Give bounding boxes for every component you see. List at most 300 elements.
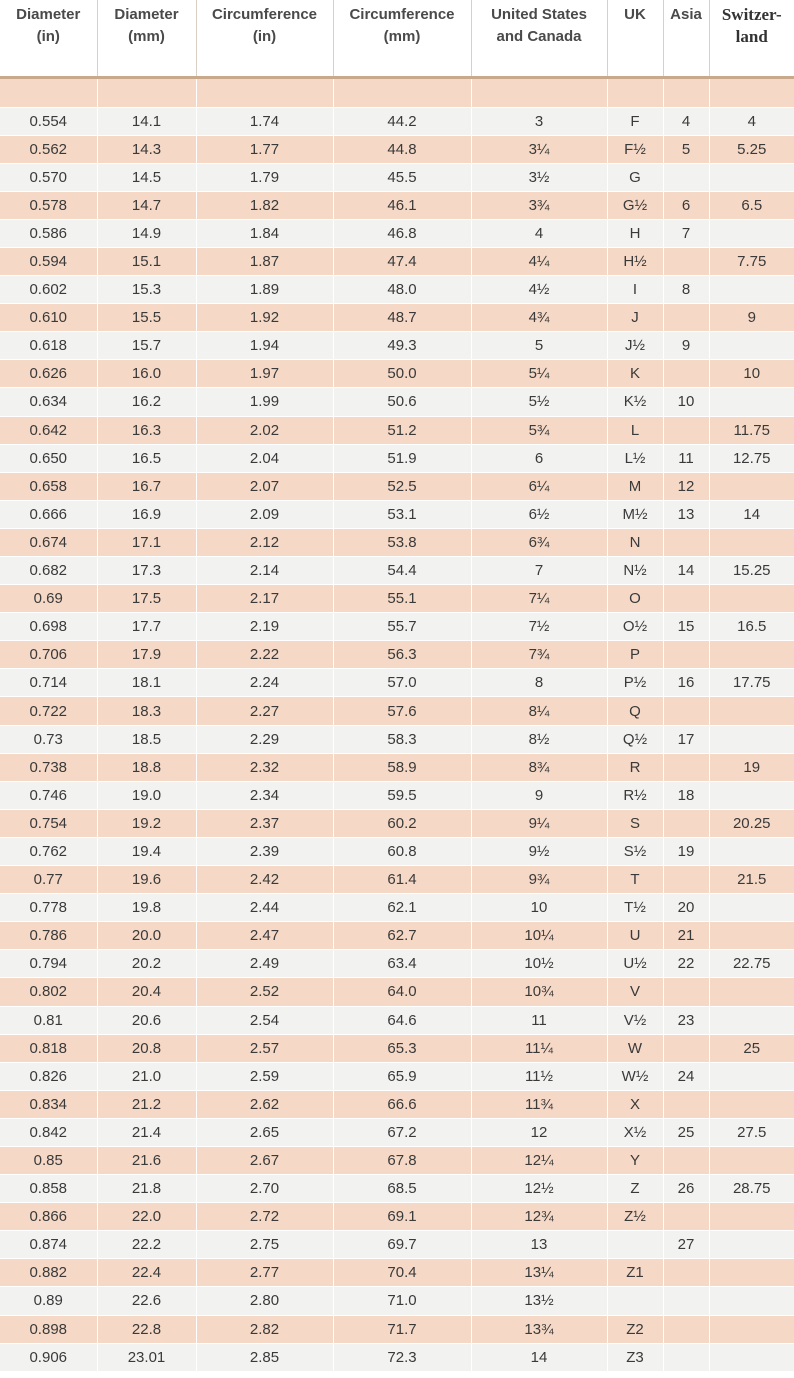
cell-circumference-in: 2.44	[196, 894, 333, 922]
cell-uk: V	[607, 978, 663, 1006]
cell-circumference-in: 2.32	[196, 753, 333, 781]
cell-asia	[663, 528, 709, 556]
cell-circumference-in: 2.04	[196, 444, 333, 472]
cell-circumference-mm: 69.7	[333, 1231, 471, 1259]
cell-us-canada: 9½	[471, 837, 607, 865]
cell-diameter-in: 0.658	[0, 472, 97, 500]
cell-circumference-mm: 46.8	[333, 219, 471, 247]
cell-circumference-in: 2.42	[196, 866, 333, 894]
table-row	[0, 360, 794, 388]
cell-switzerland	[709, 697, 794, 725]
cell-asia: 23	[663, 1006, 709, 1034]
cell-us-canada: 5	[471, 332, 607, 360]
cell-circumference-in: 2.59	[196, 1062, 333, 1090]
cell-uk	[607, 1287, 663, 1315]
cell-asia: 24	[663, 1062, 709, 1090]
cell-asia	[663, 697, 709, 725]
cell-us-canada: 7¾	[471, 641, 607, 669]
cell-diameter-in: 0.85	[0, 1146, 97, 1174]
cell-diameter-in: 0.69	[0, 585, 97, 613]
cell-circumference-mm: 53.8	[333, 528, 471, 556]
cell-diameter-mm: 19.0	[97, 781, 196, 809]
table-row	[0, 107, 794, 135]
cell-asia: 11	[663, 444, 709, 472]
cell-diameter-in: 0.778	[0, 894, 97, 922]
cell-diameter-in: 0.746	[0, 781, 97, 809]
cell-diameter-in: 0.626	[0, 360, 97, 388]
cell-uk: F½	[607, 135, 663, 163]
cell-circumference-in: 2.37	[196, 809, 333, 837]
cell-circumference-mm: 67.8	[333, 1146, 471, 1174]
cell-asia	[663, 1146, 709, 1174]
header-us-canada: United States and Canada	[471, 0, 607, 77]
cell-uk: U	[607, 922, 663, 950]
cell-diameter-mm: 14.1	[97, 107, 196, 135]
cell-diameter-in: 0.794	[0, 950, 97, 978]
cell-circumference-in: 1.77	[196, 135, 333, 163]
cell-circumference-mm: 59.5	[333, 781, 471, 809]
table-row	[0, 219, 794, 247]
cell-diameter-mm: 14.7	[97, 191, 196, 219]
cell-diameter-in: 0.882	[0, 1259, 97, 1287]
table-row	[0, 276, 794, 304]
cell-circumference-in: 2.77	[196, 1259, 333, 1287]
header-uk: UK	[607, 0, 663, 77]
header-row	[0, 0, 794, 77]
cell-circumference-in: 2.72	[196, 1203, 333, 1231]
cell-circumference-mm: 48.7	[333, 304, 471, 332]
cell-diameter-mm: 22.4	[97, 1259, 196, 1287]
cell-uk: L	[607, 416, 663, 444]
cell-uk: R½	[607, 781, 663, 809]
cell-asia: 10	[663, 388, 709, 416]
cell-diameter-in: 0.594	[0, 247, 97, 275]
cell-diameter-mm: 16.9	[97, 500, 196, 528]
table-row	[0, 472, 794, 500]
cell-circumference-in: 2.12	[196, 528, 333, 556]
cell-switzerland: 6.5	[709, 191, 794, 219]
cell-diameter-in: 0.666	[0, 500, 97, 528]
cell-circumference-in: 2.07	[196, 472, 333, 500]
cell-switzerland	[709, 1287, 794, 1315]
cell-circumference-mm: 57.6	[333, 697, 471, 725]
cell-diameter-mm: 22.0	[97, 1203, 196, 1231]
cell-asia: 22	[663, 950, 709, 978]
cell-diameter-mm: 14.5	[97, 163, 196, 191]
cell-diameter-mm: 15.7	[97, 332, 196, 360]
cell-uk: O	[607, 585, 663, 613]
cell-diameter-in: 0.714	[0, 669, 97, 697]
cell-circumference-in: 2.54	[196, 1006, 333, 1034]
cell-asia	[663, 641, 709, 669]
cell-diameter-in: 0.602	[0, 276, 97, 304]
cell-us-canada: 13¼	[471, 1259, 607, 1287]
cell-switzerland: 4	[709, 107, 794, 135]
cell-circumference-in: 2.34	[196, 781, 333, 809]
table-row	[0, 585, 794, 613]
cell-diameter-in: 0.706	[0, 641, 97, 669]
table-row	[0, 135, 794, 163]
cell-switzerland	[709, 1146, 794, 1174]
cell-circumference-in: 1.94	[196, 332, 333, 360]
table-row	[0, 444, 794, 472]
cell-diameter-mm: 21.2	[97, 1090, 196, 1118]
cell-diameter-mm: 21.0	[97, 1062, 196, 1090]
cell-diameter-in: 0.570	[0, 163, 97, 191]
cell-us-canada: 11¼	[471, 1034, 607, 1062]
cell-uk: K½	[607, 388, 663, 416]
cell-asia: 9	[663, 332, 709, 360]
cell-uk: N	[607, 528, 663, 556]
cell-diameter-mm: 21.6	[97, 1146, 196, 1174]
cell-diameter-mm: 18.3	[97, 697, 196, 725]
cell-diameter-mm: 16.5	[97, 444, 196, 472]
cell-circumference-in: 1.87	[196, 247, 333, 275]
cell-uk: T½	[607, 894, 663, 922]
cell-diameter-in: 0.610	[0, 304, 97, 332]
cell-uk: H½	[607, 247, 663, 275]
cell-uk: K	[607, 360, 663, 388]
cell-uk: J	[607, 304, 663, 332]
cell-uk: H	[607, 219, 663, 247]
cell-circumference-in: 2.85	[196, 1343, 333, 1371]
cell-switzerland: 17.75	[709, 669, 794, 697]
cell-asia	[663, 1203, 709, 1231]
cell-asia: 4	[663, 107, 709, 135]
cell-us-canada: 12½	[471, 1175, 607, 1203]
cell-diameter-mm: 22.6	[97, 1287, 196, 1315]
cell-circumference-mm: 64.0	[333, 978, 471, 1006]
cell-switzerland	[709, 1006, 794, 1034]
cell-diameter-mm: 17.5	[97, 585, 196, 613]
cell-asia: 26	[663, 1175, 709, 1203]
cell-diameter-mm: 17.3	[97, 557, 196, 585]
cell-circumference-mm: 55.1	[333, 585, 471, 613]
cell-uk: Q½	[607, 725, 663, 753]
table-row	[0, 1034, 794, 1062]
cell-us-canada: 7	[471, 557, 607, 585]
table-row	[0, 641, 794, 669]
cell-circumference-mm: 53.1	[333, 500, 471, 528]
cell-us-canada: 8¾	[471, 753, 607, 781]
cell-asia: 13	[663, 500, 709, 528]
cell-diameter-in: 0.650	[0, 444, 97, 472]
cell-diameter-mm: 19.8	[97, 894, 196, 922]
cell-circumference-mm: 50.6	[333, 388, 471, 416]
cell-uk: Z	[607, 1175, 663, 1203]
cell-circumference-mm	[333, 77, 471, 107]
header-circumference-in: Circumference (in)	[196, 0, 333, 77]
cell-us-canada: 5½	[471, 388, 607, 416]
cell-us-canada: 13	[471, 1231, 607, 1259]
cell-diameter-mm: 17.9	[97, 641, 196, 669]
cell-circumference-in: 2.19	[196, 613, 333, 641]
cell-diameter-in: 0.842	[0, 1118, 97, 1146]
cell-us-canada: 3¼	[471, 135, 607, 163]
table-row	[0, 528, 794, 556]
cell-diameter-in: 0.554	[0, 107, 97, 135]
cell-uk: G½	[607, 191, 663, 219]
cell-diameter-mm: 14.3	[97, 135, 196, 163]
cell-diameter-in: 0.73	[0, 725, 97, 753]
cell-asia	[663, 304, 709, 332]
cell-diameter-mm: 18.5	[97, 725, 196, 753]
cell-diameter-mm: 20.6	[97, 1006, 196, 1034]
cell-uk: X	[607, 1090, 663, 1118]
cell-circumference-in: 1.89	[196, 276, 333, 304]
cell-circumference-mm: 60.8	[333, 837, 471, 865]
header-circumference-mm: Circumference (mm)	[333, 0, 471, 77]
cell-us-canada: 3¾	[471, 191, 607, 219]
cell-circumference-in	[196, 77, 333, 107]
cell-diameter-in: 0.826	[0, 1062, 97, 1090]
table-row	[0, 1231, 794, 1259]
cell-us-canada: 11	[471, 1006, 607, 1034]
cell-circumference-in: 2.57	[196, 1034, 333, 1062]
cell-diameter-in: 0.562	[0, 135, 97, 163]
cell-switzerland	[709, 978, 794, 1006]
cell-uk: Z3	[607, 1343, 663, 1371]
cell-us-canada: 12¾	[471, 1203, 607, 1231]
cell-circumference-in: 2.62	[196, 1090, 333, 1118]
cell-us-canada: 7½	[471, 613, 607, 641]
cell-uk: T	[607, 866, 663, 894]
cell-circumference-mm: 49.3	[333, 332, 471, 360]
cell-circumference-in: 1.92	[196, 304, 333, 332]
cell-circumference-mm: 60.2	[333, 809, 471, 837]
cell-circumference-mm: 72.3	[333, 1343, 471, 1371]
cell-diameter-mm: 17.1	[97, 528, 196, 556]
cell-circumference-mm: 58.3	[333, 725, 471, 753]
cell-circumference-mm: 65.9	[333, 1062, 471, 1090]
cell-us-canada: 10½	[471, 950, 607, 978]
table-row	[0, 1203, 794, 1231]
cell-diameter-mm: 15.5	[97, 304, 196, 332]
cell-diameter-in: 0.89	[0, 1287, 97, 1315]
cell-circumference-mm: 62.7	[333, 922, 471, 950]
cell-diameter-mm: 19.4	[97, 837, 196, 865]
cell-us-canada: 12¼	[471, 1146, 607, 1174]
cell-circumference-mm: 67.2	[333, 1118, 471, 1146]
cell-switzerland: 9	[709, 304, 794, 332]
cell-asia	[663, 1315, 709, 1343]
cell-uk: W	[607, 1034, 663, 1062]
cell-us-canada: 6¼	[471, 472, 607, 500]
cell-us-canada: 4	[471, 219, 607, 247]
cell-circumference-mm: 65.3	[333, 1034, 471, 1062]
cell-circumference-in: 2.09	[196, 500, 333, 528]
cell-circumference-mm: 69.1	[333, 1203, 471, 1231]
table-row	[0, 304, 794, 332]
cell-circumference-in: 2.52	[196, 978, 333, 1006]
cell-circumference-in: 2.27	[196, 697, 333, 725]
cell-diameter-in: 0.578	[0, 191, 97, 219]
cell-us-canada: 9	[471, 781, 607, 809]
cell-circumference-mm: 71.7	[333, 1315, 471, 1343]
cell-circumference-mm: 48.0	[333, 276, 471, 304]
cell-asia	[663, 1090, 709, 1118]
cell-uk	[607, 1231, 663, 1259]
table-row	[0, 1343, 794, 1371]
cell-uk: O½	[607, 613, 663, 641]
cell-switzerland: 5.25	[709, 135, 794, 163]
cell-circumference-mm: 62.1	[333, 894, 471, 922]
table-row	[0, 77, 794, 107]
table-row	[0, 725, 794, 753]
cell-asia: 5	[663, 135, 709, 163]
cell-circumference-in: 2.29	[196, 725, 333, 753]
cell-uk: N½	[607, 557, 663, 585]
cell-circumference-in: 2.67	[196, 1146, 333, 1174]
cell-us-canada: 11½	[471, 1062, 607, 1090]
cell-uk: G	[607, 163, 663, 191]
table-body	[0, 77, 794, 1371]
table-row	[0, 1315, 794, 1343]
cell-diameter-in: 0.866	[0, 1203, 97, 1231]
cell-asia	[663, 360, 709, 388]
cell-diameter-mm: 16.7	[97, 472, 196, 500]
cell-circumference-in: 2.39	[196, 837, 333, 865]
cell-asia	[663, 809, 709, 837]
cell-asia: 14	[663, 557, 709, 585]
cell-asia	[663, 1343, 709, 1371]
cell-us-canada: 3	[471, 107, 607, 135]
cell-switzerland	[709, 837, 794, 865]
table-row	[0, 1062, 794, 1090]
table-row	[0, 978, 794, 1006]
cell-uk: J½	[607, 332, 663, 360]
cell-diameter-in: 0.682	[0, 557, 97, 585]
cell-diameter-mm: 22.8	[97, 1315, 196, 1343]
table-row	[0, 809, 794, 837]
cell-switzerland: 11.75	[709, 416, 794, 444]
cell-diameter-in: 0.77	[0, 866, 97, 894]
cell-diameter-in: 0.786	[0, 922, 97, 950]
cell-diameter-in: 0.754	[0, 809, 97, 837]
cell-asia	[663, 753, 709, 781]
cell-asia	[663, 1287, 709, 1315]
cell-asia: 15	[663, 613, 709, 641]
cell-circumference-in: 2.02	[196, 416, 333, 444]
table-row	[0, 416, 794, 444]
cell-switzerland	[709, 219, 794, 247]
cell-diameter-mm: 16.2	[97, 388, 196, 416]
cell-circumference-in: 2.17	[196, 585, 333, 613]
cell-uk: P	[607, 641, 663, 669]
cell-diameter-mm: 21.4	[97, 1118, 196, 1146]
table-row	[0, 1006, 794, 1034]
cell-uk: P½	[607, 669, 663, 697]
cell-diameter-mm: 20.0	[97, 922, 196, 950]
table-row	[0, 613, 794, 641]
cell-circumference-in: 1.97	[196, 360, 333, 388]
cell-asia: 17	[663, 725, 709, 753]
cell-diameter-mm: 16.3	[97, 416, 196, 444]
table-row	[0, 332, 794, 360]
cell-circumference-in: 1.84	[196, 219, 333, 247]
cell-asia: 18	[663, 781, 709, 809]
cell-diameter-mm: 20.4	[97, 978, 196, 1006]
cell-diameter-mm: 23.01	[97, 1343, 196, 1371]
cell-diameter-in: 0.698	[0, 613, 97, 641]
cell-diameter-mm: 18.1	[97, 669, 196, 697]
table-row	[0, 922, 794, 950]
cell-switzerland: 22.75	[709, 950, 794, 978]
cell-circumference-mm: 64.6	[333, 1006, 471, 1034]
cell-circumference-mm: 56.3	[333, 641, 471, 669]
cell-circumference-in: 1.99	[196, 388, 333, 416]
cell-us-canada: 10¼	[471, 922, 607, 950]
cell-switzerland	[709, 332, 794, 360]
cell-circumference-mm: 54.4	[333, 557, 471, 585]
cell-circumference-in: 2.49	[196, 950, 333, 978]
cell-switzerland	[709, 585, 794, 613]
table-row	[0, 1287, 794, 1315]
cell-switzerland	[709, 781, 794, 809]
cell-diameter-in: 0.642	[0, 416, 97, 444]
cell-uk: X½	[607, 1118, 663, 1146]
cell-diameter-in: 0.802	[0, 978, 97, 1006]
cell-circumference-in: 2.14	[196, 557, 333, 585]
cell-circumference-mm: 66.6	[333, 1090, 471, 1118]
cell-diameter-in	[0, 77, 97, 107]
cell-asia: 25	[663, 1118, 709, 1146]
cell-switzerland	[709, 1062, 794, 1090]
cell-us-canada: 11¾	[471, 1090, 607, 1118]
table-row	[0, 247, 794, 275]
table-row	[0, 1090, 794, 1118]
cell-diameter-in: 0.586	[0, 219, 97, 247]
cell-asia	[663, 1259, 709, 1287]
cell-switzerland: 20.25	[709, 809, 794, 837]
cell-switzerland	[709, 1315, 794, 1343]
cell-circumference-in: 2.24	[196, 669, 333, 697]
cell-diameter-in: 0.81	[0, 1006, 97, 1034]
cell-us-canada: 3½	[471, 163, 607, 191]
cell-diameter-in: 0.898	[0, 1315, 97, 1343]
cell-uk: Z1	[607, 1259, 663, 1287]
table-row	[0, 557, 794, 585]
cell-us-canada: 5¼	[471, 360, 607, 388]
cell-uk: V½	[607, 1006, 663, 1034]
cell-us-canada: 7¼	[471, 585, 607, 613]
cell-us-canada: 13¾	[471, 1315, 607, 1343]
cell-switzerland: 10	[709, 360, 794, 388]
cell-us-canada: 9¼	[471, 809, 607, 837]
cell-circumference-in: 1.82	[196, 191, 333, 219]
cell-switzerland	[709, 922, 794, 950]
cell-us-canada: 10¾	[471, 978, 607, 1006]
cell-diameter-mm: 20.8	[97, 1034, 196, 1062]
cell-asia: 21	[663, 922, 709, 950]
cell-diameter-mm: 20.2	[97, 950, 196, 978]
cell-uk: Z½	[607, 1203, 663, 1231]
cell-switzerland: 19	[709, 753, 794, 781]
cell-circumference-mm: 44.2	[333, 107, 471, 135]
cell-switzerland	[709, 472, 794, 500]
cell-circumference-mm: 55.7	[333, 613, 471, 641]
cell-uk: I	[607, 276, 663, 304]
cell-circumference-mm: 71.0	[333, 1287, 471, 1315]
cell-us-canada: 14	[471, 1343, 607, 1371]
header-diameter-in: Diameter (in)	[0, 0, 97, 77]
table-row	[0, 950, 794, 978]
cell-asia: 20	[663, 894, 709, 922]
cell-uk: M	[607, 472, 663, 500]
table-row	[0, 753, 794, 781]
cell-switzerland	[709, 276, 794, 304]
cell-diameter-in: 0.874	[0, 1231, 97, 1259]
